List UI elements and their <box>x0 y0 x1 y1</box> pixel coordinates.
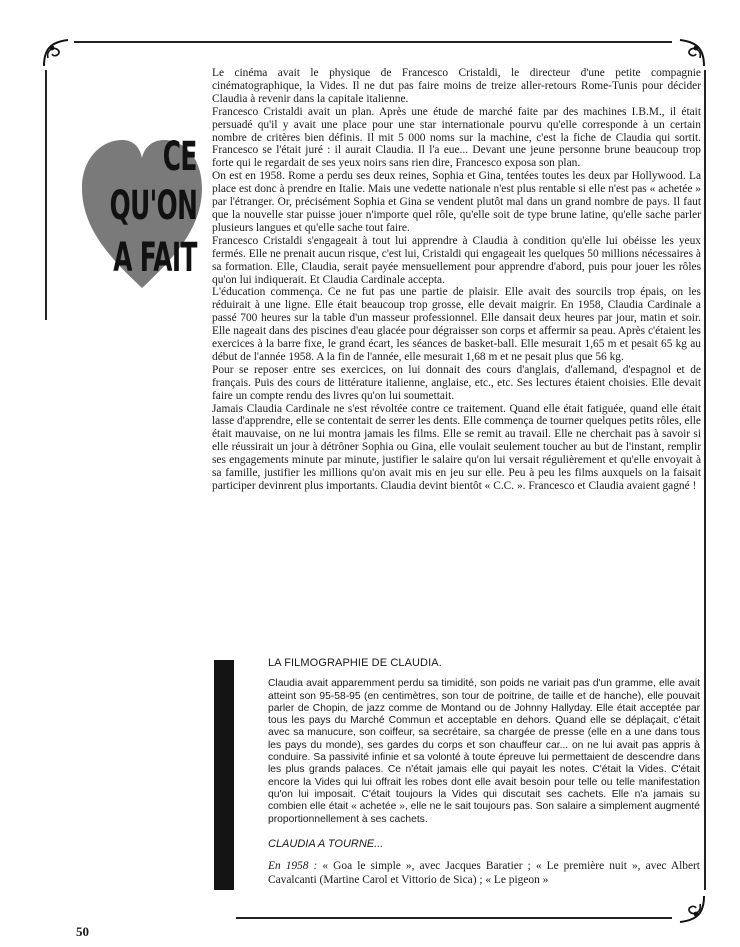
corner-ornament-top-right <box>674 36 708 70</box>
sidebar-accent-bar <box>214 660 234 890</box>
films-list <box>268 859 700 887</box>
article-paragraph: Pour se reposer entre ses exercices, on lui donnait des cours d'anglais, d'allemand, d'espagnol et de français. Puis des cours de littérature italienne, anglaise, etc., etc. Ses lectures étaient choisies. Elle devait faire un compte rendu des livres qu'on lui soumettait. <box>212 363 701 402</box>
article-paragraph: On est en 1958. Rome a perdu ses deux reines, Sophia et Gina, tentées toutes les deux par Hollywood. La place est donc à prendre en Italie. Mais une vedette nationale n'est plus rentable si elle n'est pas « achetée » par l'étranger. Or, précisément Sophia et Gina se vendent plutôt mal dans un grand nombre de pays. Il faut que la nouvelle star puisse jouer n'importe quel rôle, qu'elle soit de type brune latine, qu'elle sache parler plusieurs langues et qu'elle sache tout faire. <box>212 170 701 234</box>
title-line-1: CE <box>163 134 197 180</box>
article-paragraph: Le cinéma avait le physique de Francesco Cristaldi, le directeur d'une petite compagnie cinématographique, la Vides. Il ne dut pas faire moins de treize aller-retours Rome-Tunis pour décider Claudia à revenir dans la capitale italienne. <box>212 67 701 105</box>
frame-top-rule <box>74 41 672 43</box>
article-paragraph: Francesco Cristaldi avait un plan. Après une étude de marché faite par des machines I.B.M., il était persuadé qu'il y avait une place pour une star internationale pourvu qu'elle corresponde à un certain nombre de critères bien définis. Il mit 5 000 noms sur la machine, c'est la fiche de Claudia qui sortit. Francesco se l'était juré : il aurait Claudia. Il l'a eue... Devant une jeune personne brune beaucoup trop forte qui le regardait de ses yeux noirs sans rien dire, Francesco exposa son plan. <box>212 105 701 170</box>
frame-bottom-rule <box>236 917 672 919</box>
sidebar-body: Claudia avait apparemment perdu sa timidité, son poids ne variait pas d'un gramme, elle avait atteint son 95-58-95 (en centimètres, son tour de poitrine, de taille et de hanche), elle pouvait parler de Chopin, de jazz comme de Montand ou de Johnny Hallyday. Elle était acceptée par tous les pays du Marché Commun et acceptable en dehors. Quand elle se déplaçait, c'était avec sa manucure, son coiffeur, sa secrétaire, sa chargée de presse (elle en a une dans tous les pays du monde), ses gardes du corps et son chauffeur car... on ne lui avait pas appris à conduire. Sa passivité infinie et sa volonté à toute épreuve lui permettaient de descendre dans les plus grands palaces. Ce n'était jamais elle qui payait les notes. C'était la Vides. C'était encore la Vides qui lui offrait les robes dont elle avait besoin pour telle ou telle manifestation qu'on lui imposait. C'était toujours la Vides qui discutait ses cachets. Elle n'a jamais su combien elle était « achetée », elle ne le sait toujours pas. Son salaire a simplement augmenté proportionnellement à ses cachets. <box>268 678 700 825</box>
article-paragraph: Francesco Cristaldi s'engageait à tout lui apprendre à Claudia à condition qu'elle lui obéisse les yeux fermés. Elle ne prenait aucun risque, c'est lui, Cristaldi qui engageait les quelques 50 millions nécessaires à sa formation. Elle, Claudia, serait payée mensuellement pour apprendre d'abord, puis pour jouer les rôles qu'on lui indiquerait. Et Claudia Cardinale accepta. <box>212 234 701 286</box>
films-text: « Goa le simple », avec Jacques Baratier ; « Le première nuit », avec Albert Cavalcanti (Martine Carol et Vittorio de Sica) ; « Le pigeon » <box>268 860 700 887</box>
sidebar-heading: LA FILMOGRAPHIE DE CLAUDIA. <box>268 657 442 669</box>
page-number: 50 <box>76 924 89 939</box>
corner-ornament-bottom-right <box>674 892 708 926</box>
article-paragraph: L'éducation commença. Ce ne fut pas une partie de plaisir. Elle avait des sourcils trop épais, on les réduirait à une ligne. Elle était beaucoup trop grosse, elle devait maigrir. En 1958, Claudia Cardinale a passé 700 heures sur la table d'un masseur professionnel. Elle dansait deux heures par jour, matin et soir. Elle nageait dans des piscines d'eau glacée pour dégraisser son corps et affermir sa peau. Après c'étaient les exercices à la barre fixe, le grand écart, les séances de basket-ball. Elle mesurait 1,65 m et pesait 65 kg au début de l'année 1958. A la fin de l'année, elle mesurait 1,68 m et ne pesait plus que 56 kg. <box>212 286 701 363</box>
films-year: En 1958 : <box>268 860 318 873</box>
title-block <box>80 128 205 298</box>
corner-ornament-top-left <box>40 36 74 70</box>
frame-right-rule <box>704 70 706 890</box>
sidebar-subheading: CLAUDIA A TOURNE... <box>268 837 384 850</box>
frame-left-rule <box>45 70 47 320</box>
title-line-3: A FAIT <box>113 235 197 281</box>
article-paragraph: Jamais Claudia Cardinale ne s'est révoltée contre ce traitement. Quand elle était fatiguée, quand elle était lasse d'apprendre, elle se contentait de serrer les dents. Elle commença de tourner quelques petits rôles, elle était mauvaise, on ne lui montra jamais les films. Elle se remit au travail. Elle ne cherchait pas à savoir si elle réussirait un jour à détrôner Sophia ou Gina, elle voulait seulement toucher au but de l'instant, remplir ses engagements minute par minute, justifier le salaire qu'on lui versait régulièrement et qu'elle envoyait à sa famille, justifier les millions qu'on avait mis en jeu sur elle. Peu à peu les films auxquels on la faisait participer devinrent plus importants. Claudia devint bientôt « C.C. ». Francesco et Claudia avaient gagné ! <box>212 402 701 492</box>
ornament-icon <box>674 892 708 926</box>
article-body <box>212 67 701 493</box>
ornament-icon <box>674 36 708 70</box>
title-line-2: QU'ON <box>109 183 197 229</box>
ornament-icon <box>40 36 74 70</box>
filmography-sidebar <box>268 657 700 887</box>
